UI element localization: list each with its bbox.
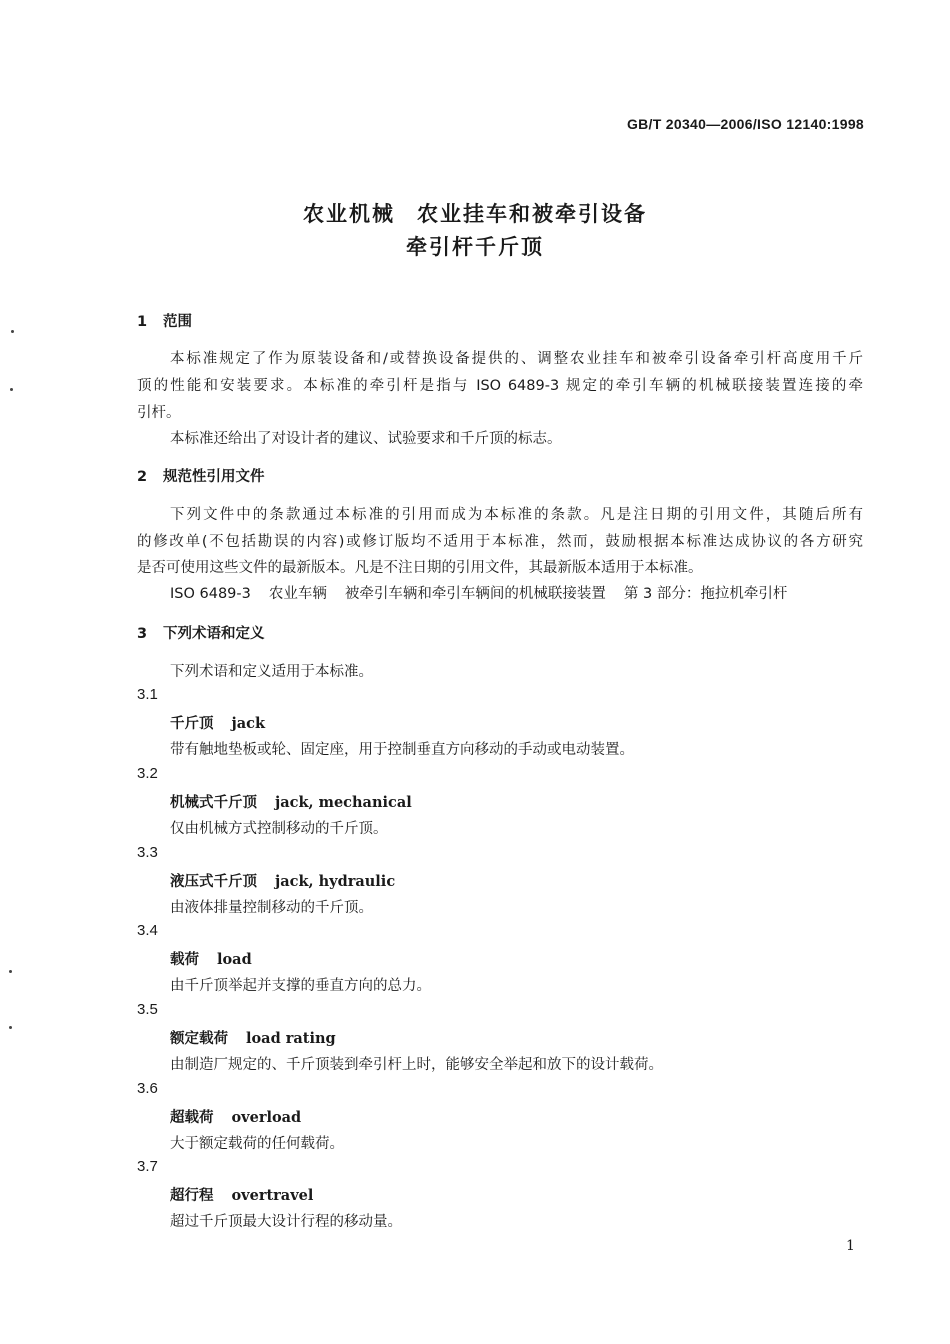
section-title: 规范性引用文件 [163,469,265,485]
term-heading [170,870,395,891]
section-3-heading [137,622,265,643]
reference-title-a: 农业车辆 [268,586,327,602]
term-number: 3.1 [137,686,158,703]
term-definition: 带有触地垫板或轮、固定座，用于控制垂直方向移动的手动或电动装置。 [170,742,634,758]
section-number: 2 [137,469,148,485]
term-number: 3.7 [137,1158,158,1175]
section-2-heading [137,465,265,486]
term-definition: 超过千斤顶最大设计行程的移动量。 [170,1214,402,1230]
section-title: 下列术语和定义 [163,626,265,642]
paragraph-line: 顶的性能和安装要求。本标准的牵引杆是指与 ISO 6489-3 规定的牵引车辆的机械联接装置连接的牵 [137,378,863,394]
term-definition: 大于额定载荷的任何载荷。 [170,1136,344,1152]
term-en: jack, mechanical [275,794,412,811]
paragraph-line: 下列术语和定义适用于本标准。 [170,664,373,680]
paragraph-line: 的修改单(不包括勘误的内容)或修订版均不适用于本标准，然而，鼓励根据本标准达成协议的各方研究 [137,534,863,550]
title-part-a: 农业机械 [303,202,395,226]
reference-title-b: 被牵引车辆和牵引车辆间的机械联接装置 [344,586,606,602]
term-definition: 仅由机械方式控制移动的千斤顶。 [170,821,388,837]
term-heading [170,1106,301,1127]
scan-speck [10,388,13,391]
term-zh: 千斤顶 [170,716,214,732]
term-definition: 由液体排量控制移动的千斤顶。 [170,900,373,916]
term-number: 3.3 [137,844,158,861]
paragraph-line: 下列文件中的条款通过本标准的引用而成为本标准的条款。凡是注日期的引用文件，其随后所有 [170,507,863,523]
term-number: 3.2 [137,765,158,782]
term-zh: 超载荷 [170,1110,214,1126]
page-number: 1 [846,1238,855,1254]
paragraph-line: 是否可使用这些文件的最新版本。凡是不注日期的引用文件，其最新版本适用于本标准。 [137,560,703,576]
term-heading [170,712,265,733]
section-1-heading [137,310,192,331]
term-zh: 载荷 [170,952,199,968]
term-definition: 由千斤顶举起并支撑的垂直方向的总力。 [170,978,431,994]
standard-number: GB/T 20340—2006/ISO 12140:1998 [626,116,864,132]
term-zh: 液压式千斤顶 [170,874,257,890]
term-zh: 额定载荷 [170,1031,228,1047]
reference-code: ISO 6489-3 [170,586,251,602]
term-en: overload [231,1109,302,1126]
term-number: 3.5 [137,1001,158,1018]
normative-reference [170,582,787,603]
scan-speck [9,970,12,973]
title-line-2: 牵引杆千斤顶 [406,235,544,259]
section-number: 3 [137,626,148,642]
reference-title-c: 第 3 部分：拖拉机牵引杆 [623,586,788,602]
term-en: jack [231,715,266,732]
term-zh: 机械式千斤顶 [170,795,257,811]
term-heading [170,1184,313,1205]
section-number: 1 [137,314,148,330]
term-zh: 超行程 [170,1188,214,1204]
term-definition: 由制造厂规定的、千斤顶装到牵引杆上时，能够安全举起和放下的设计载荷。 [170,1057,663,1073]
term-heading [170,948,252,969]
term-number: 3.4 [137,922,158,939]
scan-speck [9,1026,12,1029]
paragraph-line: 本标准还给出了对设计者的建议、试验要求和千斤顶的标志。 [170,431,562,447]
term-en: overtravel [231,1187,314,1204]
term-en: load rating [246,1030,336,1047]
term-number: 3.6 [137,1080,158,1097]
section-title: 范围 [163,314,192,330]
term-en: load [217,951,252,968]
term-heading [170,1027,336,1048]
title-line-1 [0,198,950,228]
title-part-b: 农业挂车和被牵引设备 [417,202,647,226]
term-en: jack, hydraulic [275,873,396,890]
term-heading [170,791,412,812]
scan-speck [11,330,14,333]
paragraph-line: 本标准规定了作为原装设备和/或替换设备提供的、调整农业挂车和被牵引设备牵引杆高度用千斤 [170,351,863,367]
paragraph-line: 引杆。 [137,405,181,421]
